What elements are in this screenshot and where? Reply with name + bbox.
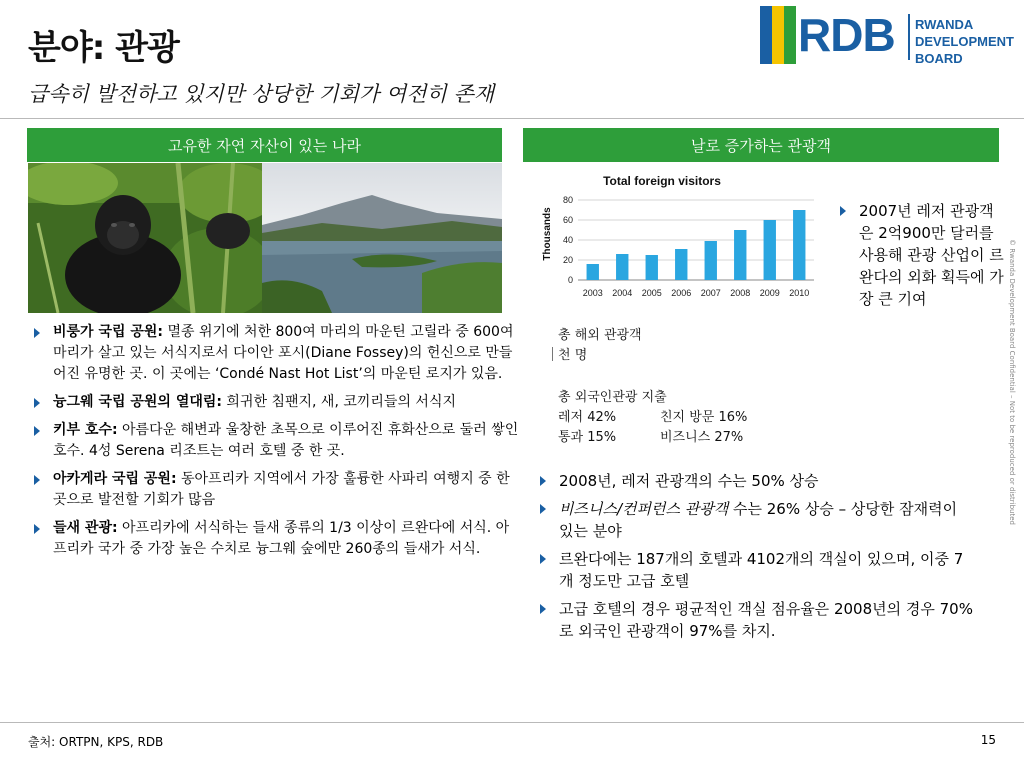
chart-ytick-label: 80 [562, 195, 573, 205]
chart-title: Total foreign visitors [603, 174, 721, 188]
list-item [30, 518, 520, 560]
bullet-arrow-icon [540, 554, 546, 564]
bullet-heading: 비룽가 국립 공원: [53, 324, 164, 340]
chart-xtick-label: 2005 [641, 288, 662, 298]
bullet-text: 멸종 위기에 처한 800여 마리의 마운틴 고릴라 중 600여 마리가 살고 있는 서식지로서 다이안 포시(Diane Fossey)의 헌신으로 만들어진 유명한 곳. 이 곳에는 ‘Condé Nast Hot List’의 마운틴 로지가 있음. [53, 324, 514, 382]
bullet-heading: 늉그웨 국립 공원의 열대림: [53, 394, 222, 410]
list-item [536, 598, 976, 642]
page-subtitle: 급속히 발전하고 있지만 상당한 기회가 여전히 존재 [28, 82, 495, 106]
left-bullet-list [30, 322, 520, 567]
bullet-text: 희귀한 침팬지, 새, 코끼리들의 서식지 [221, 394, 456, 410]
bullet-arrow-icon [34, 524, 40, 534]
logo-name [915, 16, 1022, 67]
chart-bar [705, 241, 717, 280]
chart-bar [734, 230, 746, 280]
list-item [836, 200, 1004, 310]
logo-abbr: RDB [798, 9, 895, 61]
spending-title: 총 외국인관광 지출 [558, 390, 667, 405]
chart-xtick-label: 2006 [671, 288, 692, 298]
spending-breakdown [558, 388, 747, 448]
spending-cell: 비즈니스 27% [660, 430, 744, 445]
bullet-arrow-icon [540, 476, 546, 486]
logo-divider [908, 14, 910, 60]
list-item [536, 498, 976, 542]
page-title: 분야: 관광 [28, 28, 179, 68]
spending-cell: 레저 42% [558, 410, 617, 425]
bullet-arrow-icon [34, 426, 40, 436]
chart-ytick-label: 60 [562, 215, 573, 225]
chart-bar [616, 254, 628, 280]
spending-row [558, 408, 747, 428]
chart-xtick-label: 2007 [700, 288, 721, 298]
bullet-text: 고급 호텔의 경우 평균적인 객실 점유율은 2008년의 경우 70%로 외국인 관광객이 97%를 차지. [559, 600, 973, 640]
bullet-text: 아름다운 해변과 울창한 초목으로 이루어진 휴화산으로 둘러 쌓인 호수. 4성 Serena 리조트는 여러 호텔 중 한 곳. [53, 422, 519, 459]
chart-info-marker [552, 347, 553, 361]
spending-row [558, 428, 747, 448]
bullet-text: 수는 26% 상승 – 상당한 잠재력이 있는 분야 [559, 500, 958, 540]
chart-ytick-label: 20 [562, 255, 573, 265]
list-item [536, 548, 976, 592]
chart-xtick-label: 2010 [789, 288, 810, 298]
bullet-italic: 비즈니스/컨퍼런스 관광객 [559, 500, 729, 518]
bullet-text: 동아프리카 지역에서 가장 훌륭한 사파리 여행지 중 한 곳으로 발전할 기회가 많음 [53, 471, 510, 508]
right-bullet-list [536, 470, 976, 648]
bullet-heading: 아카게라 국립 공원: [53, 471, 177, 487]
bullet-arrow-icon [540, 604, 546, 614]
chart-bar [646, 255, 658, 280]
chart-bar [587, 264, 599, 280]
chart-bar [764, 220, 776, 280]
right-section-header: 날로 증가하는 관광객 [523, 128, 999, 162]
bullet-arrow-icon [540, 504, 546, 514]
bullet-arrow-icon [840, 206, 846, 216]
header-divider [0, 118, 1024, 119]
chart-bar [675, 249, 687, 280]
chart-xtick-label: 2008 [730, 288, 751, 298]
chart-bar [793, 210, 805, 280]
chart-xtick-label: 2009 [759, 288, 780, 298]
rdb-logo [760, 6, 1022, 64]
page-number: 15 [980, 733, 996, 747]
chart-info-line-1: 총 해외 관광객 [558, 328, 642, 343]
list-item [30, 469, 520, 511]
left-section-header: 고유한 자연 자산이 있는 나라 [27, 128, 502, 162]
list-item [536, 470, 976, 492]
bullet-text: 2008년, 레저 관광객의 수는 50% 상승 [559, 472, 819, 490]
chart-ytick-label: 0 [567, 275, 573, 285]
footer-divider [0, 722, 1024, 723]
spending-cell: 통과 15% [558, 430, 617, 445]
chart-info [558, 326, 642, 366]
gorilla-photo [28, 163, 262, 313]
chart-ylabel: Thousands [542, 207, 553, 261]
chart-info-line-2: 천 명 [558, 348, 588, 363]
bullet-text: 르완다에는 187개의 호텔과 4102개의 객실이 있으며, 이중 7개 정도만 고급 호텔 [559, 550, 964, 590]
logo-line-1: RWANDA [915, 17, 974, 32]
bullet-text: 2007년 레저 관광객은 2억900만 달러를 사용해 관광 산업이 르완다의 외화 획득에 가장 큰 기여 [859, 202, 1004, 308]
bullet-arrow-icon [34, 475, 40, 485]
list-item [30, 322, 520, 385]
source-note: 출처: ORTPN, KPS, RDB [28, 735, 164, 749]
bullet-heading: 키부 호수: [53, 422, 118, 438]
lake-photo [262, 163, 502, 313]
bullet-heading: 들새 관광: [53, 520, 118, 536]
logo-line-2: DEVELOPMENT BOARD [915, 34, 1014, 66]
confidential-note: © Rwanda Development Board Confidential – Not to be reproduced or distributed [1008, 239, 1016, 525]
bullet-arrow-icon [34, 398, 40, 408]
list-item [30, 420, 520, 462]
bullet-arrow-icon [34, 328, 40, 338]
chart-xtick-label: 2003 [582, 288, 603, 298]
logo-flag-bars [760, 6, 796, 64]
list-item [30, 392, 520, 413]
chart-xtick-label: 2004 [612, 288, 633, 298]
chart-ytick-label: 40 [562, 235, 573, 245]
side-bullet-list [836, 200, 1004, 310]
bullet-text: 아프리카에 서식하는 들새 종류의 1/3 이상이 르완다에 서식. 아프리카 국가 중 가장 높은 수치로 늉그웨 숲에만 260종의 들새가 서식. [53, 520, 510, 557]
spending-cell: 친지 방문 16% [660, 410, 748, 425]
visitors-bar-chart [532, 168, 822, 308]
